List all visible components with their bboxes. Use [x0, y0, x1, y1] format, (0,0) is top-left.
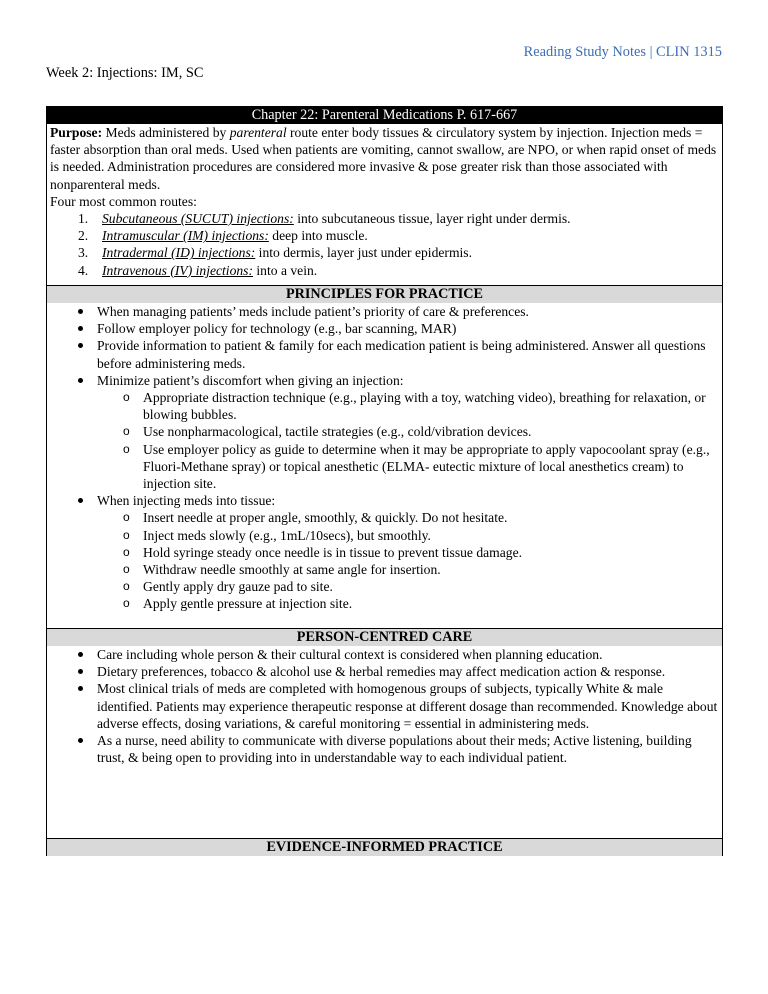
- sublist-item: [97, 561, 718, 578]
- sublist-item-text: Apply gentle pressure at injection site.: [143, 596, 353, 612]
- circle-bullet-icon: o: [123, 390, 130, 405]
- principles-section: [47, 303, 722, 628]
- evidence-heading: EVIDENCE-INFORMED PRACTICE: [47, 838, 722, 856]
- sublist-item-text: Hold syringe steady once needle is in tissue to prevent tissue damage.: [143, 544, 523, 560]
- person-centred-list: [50, 646, 718, 766]
- list-item: [50, 680, 718, 732]
- list-item-text: When injecting meds into tissue:: [97, 493, 276, 509]
- route-desc: into a vein.: [253, 262, 318, 278]
- route-name: Intramuscular (IM) injections:: [102, 228, 269, 244]
- sublist-item-text: Withdraw needle smoothly at same angle for insertion.: [143, 562, 441, 578]
- circle-bullet-icon: o: [123, 527, 130, 542]
- bullet-icon: [78, 669, 83, 674]
- person-centred-section: [47, 646, 722, 838]
- circle-bullet-icon: o: [123, 579, 130, 594]
- route-number: 3.: [78, 245, 89, 261]
- bullet-icon: [78, 498, 83, 503]
- week-label: Week 2: Injections: IM, SC: [46, 65, 204, 81]
- circle-bullet-icon: o: [123, 510, 130, 525]
- route-item: [50, 244, 718, 261]
- route-number: 2.: [78, 228, 89, 244]
- route-item: [50, 262, 718, 279]
- bullet-icon: [78, 343, 83, 348]
- principles-heading: PRINCIPLES FOR PRACTICE: [47, 285, 722, 303]
- list-item-text: Follow employer policy for technology (e.g., bar scanning, MAR): [97, 321, 457, 337]
- route-desc: deep into muscle.: [268, 228, 368, 244]
- sublist-item-text: Use nonpharmacological, tactile strategies (e.g., cold/vibration devices.: [143, 424, 532, 440]
- list-item: [50, 320, 718, 337]
- routes-intro: Four most common routes:: [50, 193, 197, 209]
- circle-bullet-icon: o: [123, 424, 130, 439]
- bullet-icon: [78, 686, 83, 691]
- person-centred-heading: PERSON-CENTRED CARE: [47, 628, 722, 646]
- principles-list: [50, 303, 718, 613]
- purpose-label: Purpose:: [50, 125, 103, 140]
- list-item-text: When managing patients’ meds include patient’s priority of care & preferences.: [97, 304, 529, 319]
- circle-bullet-icon: o: [123, 562, 130, 577]
- list-item-text: Care including whole person & their cultural context is considered when planning education.: [97, 647, 603, 662]
- sublist-item: [97, 544, 718, 561]
- chapter-title: Chapter 22: Parenteral Medications P. 617-667: [47, 107, 722, 124]
- route-name: Subcutaneous (SUCUT) injections:: [102, 211, 294, 227]
- list-item-text: As a nurse, need ability to communicate with diverse populations about their meds; Active listening, building trust, & being open to providing into in understandable way to each individual patient.: [97, 733, 692, 766]
- list-item: [50, 372, 718, 492]
- sublist-item: [97, 423, 718, 440]
- sublist-item-text: Inject meds slowly (e.g., 1mL/10secs), but smoothly.: [143, 527, 431, 543]
- purpose-paragraph: [50, 124, 718, 193]
- route-number: 1.: [78, 211, 89, 227]
- list-item: [50, 732, 718, 766]
- sublist-item: [97, 389, 718, 423]
- bullet-icon: [78, 309, 83, 314]
- list-item: [50, 646, 718, 663]
- sublist-item: [97, 595, 718, 612]
- list-item-text: Most clinical trials of meds are completed with homogenous groups of subjects, typically White & male identified. Patients may experience therapeutic response at different dosage than recommended. Knowledge about adverse effects, dosing variations, & careful monitoring = essential in administering meds.: [97, 681, 718, 731]
- sublist-item: [97, 527, 718, 544]
- bullet-icon: [78, 378, 83, 383]
- list-item: [50, 663, 718, 680]
- circle-bullet-icon: o: [123, 544, 130, 559]
- bullet-icon: [78, 326, 83, 331]
- circle-bullet-icon: o: [123, 596, 130, 611]
- route-item: [50, 227, 718, 244]
- list-item-text: Provide information to patient & family for each medication patient is being administered. Answer all questions before administering meds.: [97, 338, 706, 371]
- sublist-item: [97, 509, 718, 526]
- document-header-title: Reading Study Notes | CLIN 1315: [523, 44, 722, 60]
- sublist-item-text: Use employer policy as guide to determine when it may be appropriate to apply vapocoolant spray (e.g., Fluori-Methane spray) or topical anesthetic (ELMA- eutectic mixture of local anesthetics cream) to injection site.: [143, 441, 710, 492]
- list-item: [50, 492, 718, 612]
- bullet-icon: [78, 652, 83, 657]
- list-item-text: Dietary preferences, tobacco & alcohol use & herbal remedies may affect medication action & response.: [97, 664, 666, 680]
- routes-list: [50, 210, 718, 279]
- circle-bullet-icon: o: [123, 441, 130, 456]
- sublist-item: [97, 441, 718, 493]
- purpose-italic-word: parenteral: [229, 125, 287, 140]
- route-name: Intradermal (ID) injections:: [102, 245, 256, 261]
- route-desc: into dermis, layer just under epidermis.: [255, 245, 472, 261]
- sublist-item: [97, 578, 718, 595]
- purpose-text-2: route enter body tissues & circulatory system by injection. Injection meds = faster absorption than oral meds. Used when patients are vomiting, cannot swallow, are NPO, or when rapid onset of meds is needed. Administration procedures are considered more invasive & pose greater risk than those associated with nonparenteral meds.: [50, 125, 717, 192]
- route-item: [50, 210, 718, 227]
- injecting-sublist: [97, 509, 718, 612]
- sublist-item-text: Gently apply dry gauze pad to site.: [143, 579, 333, 595]
- sublist-item-text: Insert needle at proper angle, smoothly, & quickly. Do not hesitate.: [143, 510, 508, 526]
- notes-table: [46, 106, 723, 856]
- list-item-text: Minimize patient’s discomfort when giving an injection:: [97, 372, 404, 388]
- discomfort-sublist: [97, 389, 718, 492]
- list-item: [50, 337, 718, 371]
- list-item: [50, 303, 718, 320]
- route-desc: into subcutaneous tissue, layer right under dermis.: [293, 211, 571, 227]
- purpose-text-1: Meds administered by: [102, 125, 230, 140]
- bullet-icon: [78, 738, 83, 743]
- route-number: 4.: [78, 262, 89, 278]
- sublist-item-text: Appropriate distraction technique (e.g., playing with a toy, watching video), breathing for relaxation, or blowing bubbles.: [143, 390, 706, 423]
- purpose-section: [47, 124, 722, 285]
- route-name: Intravenous (IV) injections:: [102, 262, 253, 278]
